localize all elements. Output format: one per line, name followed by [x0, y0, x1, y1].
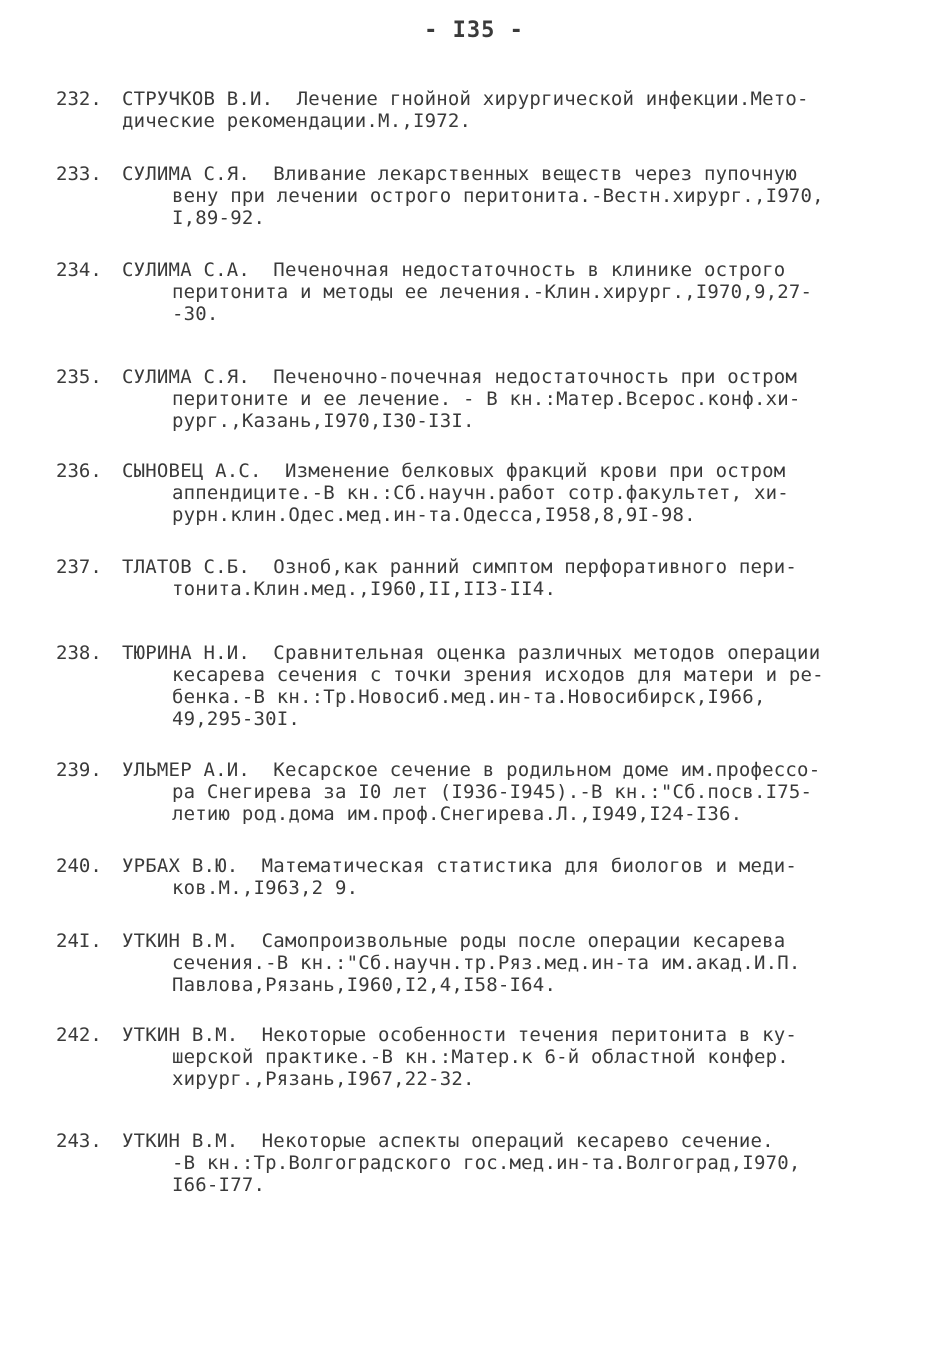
- entry-line: УТКИН В.М. Некоторые особенности течения перитонита в ку-: [122, 1024, 798, 1046]
- entry-line: кесарева сечения с точки зрения исходов для матери и ре-: [172, 664, 824, 686]
- entry-line: I,89-92.: [172, 207, 266, 229]
- entry-number: 235.: [56, 366, 102, 388]
- entry-number: 234.: [56, 259, 102, 281]
- entry-number: 236.: [56, 460, 102, 482]
- entry-line: УТКИН В.М. Некоторые аспекты операций кесарево сечение.: [122, 1130, 774, 1152]
- entry-line: летию род.дома им.проф.Снегирева.Л.,I949,I24-I36.: [172, 803, 743, 825]
- entry-line: ТЮРИНА Н.И. Сравнительная оценка различных методов операции: [122, 642, 821, 664]
- page-number: - I35 -: [424, 18, 524, 43]
- entry-line: -В кн.:Тр.Волгоградского гос.мед.ин-та.Волгоград,I970,: [172, 1152, 801, 1174]
- entry-line: бенка.-В кн.:Тр.Новосиб.мед.ин-та.Новосибирск,I966,: [172, 686, 766, 708]
- entry-line: I66-I77.: [172, 1174, 266, 1196]
- entry-number: 239.: [56, 759, 102, 781]
- entry-line: СУЛИМА С.Я. Печеночно-почечная недостаточность при остром: [122, 366, 798, 388]
- entry-line: тонита.Клин.мед.,I960,II,II3-II4.: [172, 578, 557, 600]
- entry-line: ТЛАТОВ С.Б. Озноб,как ранний симптом перфоративного пери-: [122, 556, 798, 578]
- entry-line: -30.: [172, 303, 219, 325]
- entry-number: 24I.: [56, 930, 102, 952]
- entry-line: СУЛИМА С.А. Печеночная недостаточность в клинике острого: [122, 259, 786, 281]
- entry-line: УЛЬМЕР А.И. Кесарское сечение в родильном доме им.профессо-: [122, 759, 821, 781]
- entry-line: УРБАХ В.Ю. Математическая статистика для биологов и меди-: [122, 855, 798, 877]
- entry-line: дические рекомендации.М.,I972.: [122, 110, 472, 132]
- entry-number: 238.: [56, 642, 102, 664]
- entry-line: Павлова,Рязань,I960,I2,4,I58-I64.: [172, 974, 557, 996]
- entry-number: 243.: [56, 1130, 102, 1152]
- entry-number: 233.: [56, 163, 102, 185]
- entry-line: УТКИН В.М. Самопроизвольные роды после операции кесарева: [122, 930, 786, 952]
- entry-line: СЫНОВЕЦ А.С. Изменение белковых фракций крови при остром: [122, 460, 786, 482]
- entry-line: сечения.-В кн.:"Сб.научн.тр.Ряз.мед.ин-та им.акад.И.П.: [172, 952, 801, 974]
- entry-line: вену при лечении острого перитонита.-Вестн.хирург.,I970,: [172, 185, 824, 207]
- entry-line: СУЛИМА С.Я. Вливание лекарственных веществ через пупочную: [122, 163, 798, 185]
- entry-line: ра Снегирева за I0 лет (I936-I945).-В кн.:"Сб.посв.I75-: [172, 781, 813, 803]
- entry-number: 242.: [56, 1024, 102, 1046]
- entry-line: СТРУЧКОВ В.И. Лечение гнойной хирургической инфекции.Мето-: [122, 88, 809, 110]
- entry-line: 49,295-30I.: [172, 708, 301, 730]
- entry-number: 237.: [56, 556, 102, 578]
- entry-line: рург.,Казань,I970,I30-I3I.: [172, 410, 475, 432]
- entry-number: 232.: [56, 88, 102, 110]
- entry-line: ков.М.,I963,2 9.: [172, 877, 359, 899]
- entry-line: аппендиците.-В кн.:Сб.научн.работ сотр.факультет, хи-: [172, 482, 789, 504]
- entry-line: перитонита и методы ее лечения.-Клин.хирург.,I970,9,27-: [172, 281, 813, 303]
- entry-line: шерской практике.-В кн.:Матер.к 6-й областной конфер.: [172, 1046, 789, 1068]
- entry-line: хирург.,Рязань,I967,22-32.: [172, 1068, 475, 1090]
- entry-number: 240.: [56, 855, 102, 877]
- entry-line: рурн.клин.Одес.мед.ин-та.Одесса,I958,8,9I-98.: [172, 504, 696, 526]
- entry-line: перитоните и ее лечение. - В кн.:Матер.Всерос.конф.хи-: [172, 388, 801, 410]
